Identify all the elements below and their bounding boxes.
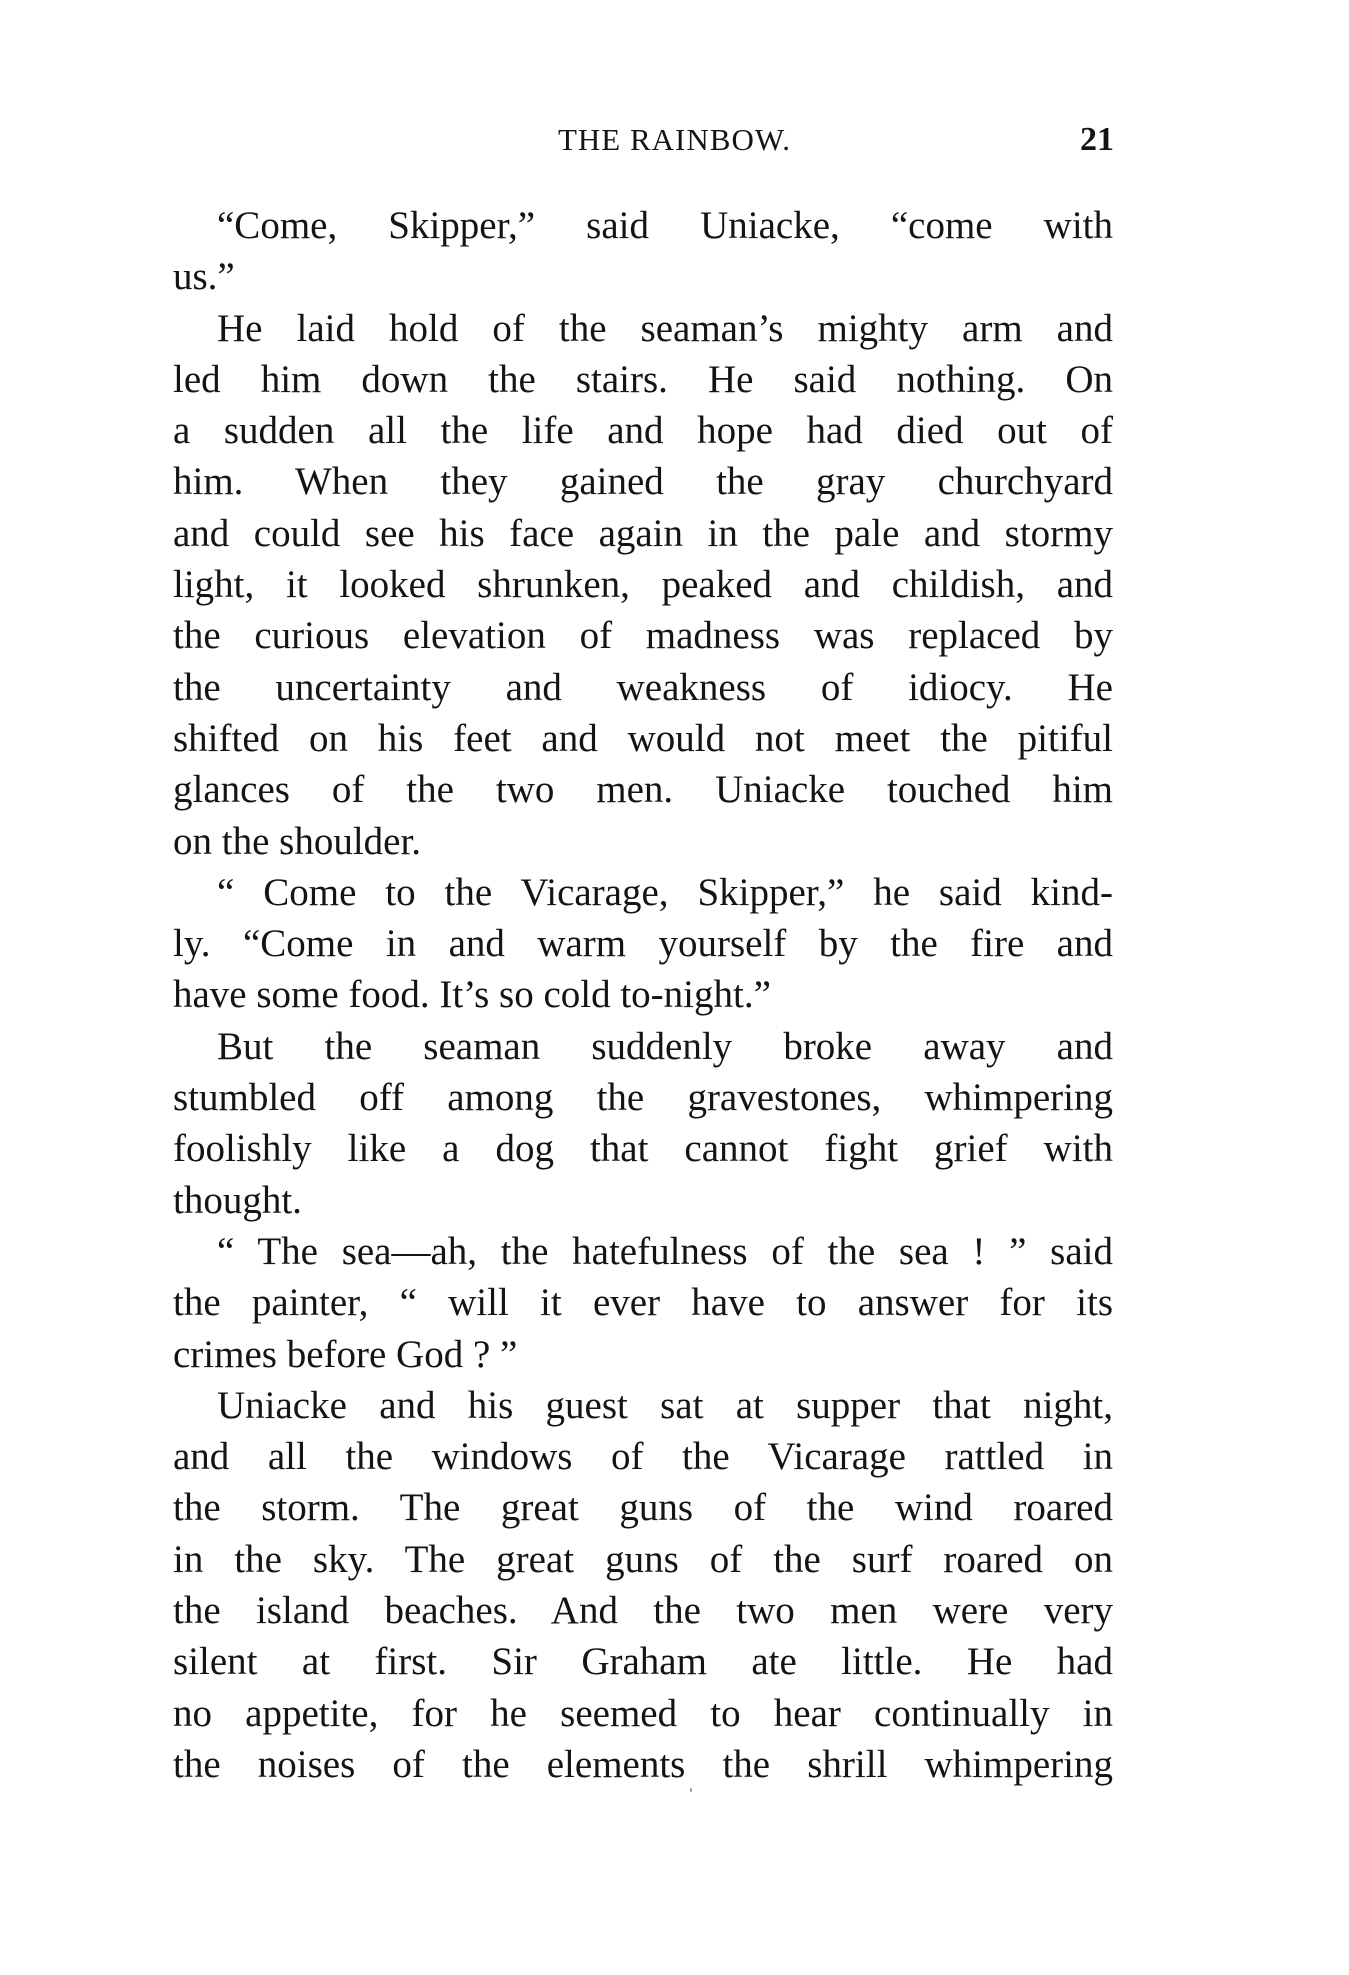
body-text [173,200,1113,1790]
text-line: silent at first. Sir Graham ate little. He had [173,1640,1113,1684]
text-line: the curious elevation of madness was replaced by [173,614,1113,658]
text-line: thought. [173,1178,302,1222]
text-line: “ The sea—ah, the hatefulness of the sea ! ” said [217,1229,1113,1273]
text-line: light, it looked shrunken, peaked and childish, and [173,563,1113,607]
scan-speck [690,1788,692,1792]
text-line: glances of the two men. Uniacke touched him [173,768,1113,812]
text-line: But the seaman suddenly broke away and [217,1024,1113,1068]
text-line: He laid hold of the seaman’s mighty arm and [217,306,1113,350]
text-line: led him down the stairs. He said nothing. On [173,357,1113,401]
text-line: shifted on his feet and would not meet the pitiful [173,716,1113,760]
text-line: the storm. The great guns of the wind roared [173,1486,1113,1530]
text-line: on the shoulder. [173,819,422,863]
text-line: Uniacke and his guest sat at supper that night, [217,1383,1113,1427]
running-title: THE RAINBOW. [557,122,791,157]
text-line: the painter, “ will it ever have to answer for its [173,1281,1113,1325]
text-line: him. When they gained the gray churchyard [173,460,1113,504]
text-line: no appetite, for he seemed to hear continually in [173,1691,1113,1735]
text-line: a sudden all the life and hope had died out of [173,409,1113,453]
page-number: 21 [1080,121,1114,158]
text-line: the noises of the elements the shrill whimpering [173,1742,1113,1786]
text-line: and all the windows of the Vicarage rattled in [173,1435,1113,1479]
text-line: ly. “Come in and warm yourself by the fire and [173,922,1113,966]
text-line: “ Come to the Vicarage, Skipper,” he said kind- [217,870,1113,914]
text-line: have some food. It’s so cold to-night.” [173,973,771,1017]
text-line: “Come, Skipper,” said Uniacke, “come with [217,204,1113,247]
text-line: the uncertainty and weakness of idiocy. He [173,665,1113,709]
text-line: in the sky. The great guns of the surf roared on [173,1537,1113,1581]
text-line: stumbled off among the gravestones, whimpering [173,1076,1113,1120]
text-line: foolishly like a dog that cannot fight grief with [173,1127,1113,1171]
text-line: crimes before God ? ” [173,1332,518,1376]
text-line: and could see his face again in the pale and stormy [173,511,1113,555]
text-line: the island beaches. And the two men were very [173,1589,1113,1633]
text-line: us.” [173,255,235,299]
